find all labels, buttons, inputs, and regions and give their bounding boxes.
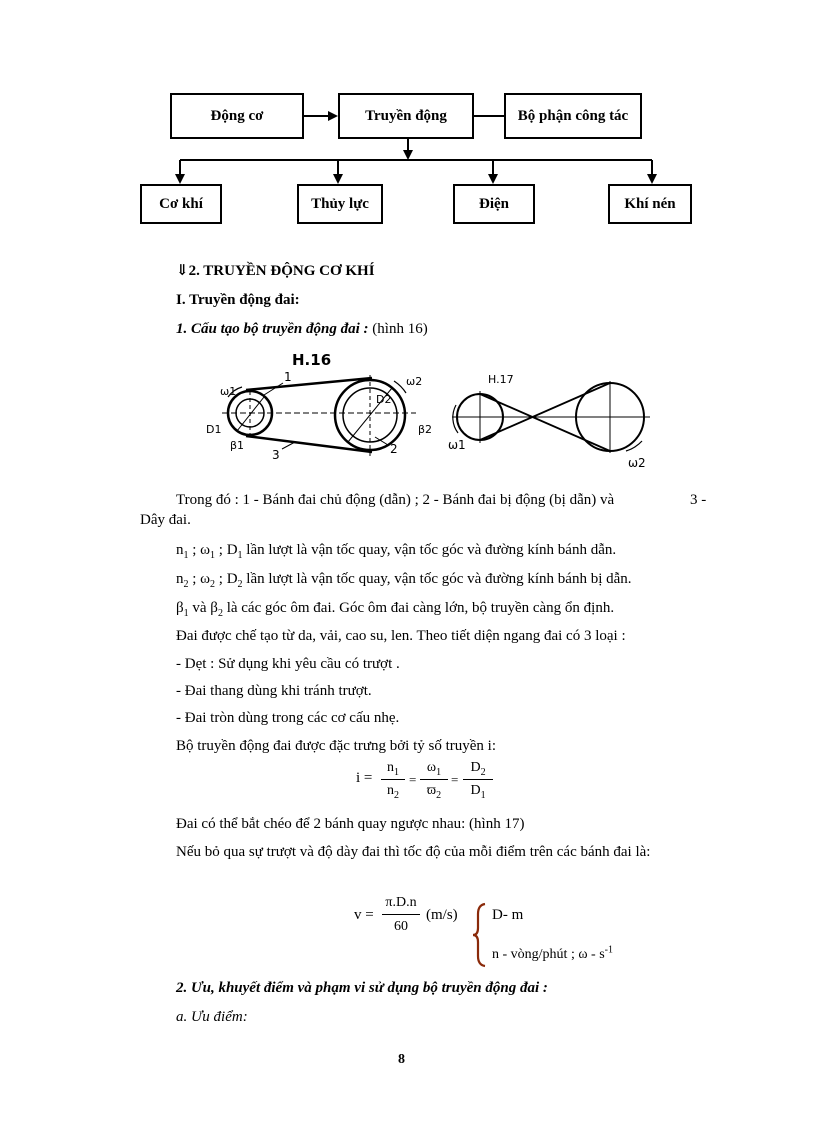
item1-title: 1. Cấu tạo bộ truyền động đai : (176, 321, 369, 337)
frac-n-num: $n_1$ (387, 760, 399, 778)
formula-v-den: 60 (394, 919, 408, 934)
frac-w-den: $ϖ_2$ (426, 783, 442, 801)
h17-omega1: ω1 (448, 438, 466, 452)
h16-label-3: 3 (272, 448, 280, 462)
h16-label-1: 1 (284, 370, 292, 384)
n2-line: $n_2$ ; $\omega_2$ ; $D_2$ lần lượt là vận tốc quay, vận tốc góc và đường kính bánh bị dẫn. (176, 571, 632, 590)
belt-lower (246, 436, 372, 452)
engine-box: Động cơ (170, 93, 304, 139)
diagram-connectors (0, 0, 816, 240)
belt-figures (180, 345, 710, 473)
h16-d2: D2 (376, 393, 392, 406)
formula-eq1: = (409, 772, 417, 787)
formula-v-cond2: n - vòng/phút ; ω - $s^{-1}$ (492, 944, 613, 962)
beta-line: $\beta_1$ và $\beta_2$ là các góc ôm đai. Góc ôm đai càng lớn, bộ truyền càng ổn định. (176, 600, 615, 619)
h16-beta1: β1 (230, 439, 245, 452)
page-number: 8 (398, 1052, 405, 1067)
item2-title: 2. Ưu, khuyết điểm và phạm vi sử dụng bộ truyền động đai : (176, 980, 548, 996)
frac-n-den: $n_2$ (387, 783, 399, 801)
arrow-down-icon (647, 174, 657, 184)
arrow-down-icon (333, 174, 343, 184)
subheading: I. Truyền động đai: (176, 292, 300, 308)
flat-belt-line: - Dẹt : Sử dụng khi yêu cầu có trượt . (176, 656, 400, 672)
type-box-mechanical: Cơ khí (140, 184, 222, 224)
item1-line (176, 320, 428, 338)
arrow-right-icon (328, 111, 338, 121)
round-belt-line: - Đai tròn dùng trong các cơ cấu nhẹ. (176, 710, 400, 726)
type-box-pneumatic: Khí nén (608, 184, 692, 224)
item1-ref: (hình 16) (368, 321, 428, 337)
where-line2: Dây đai. (140, 512, 191, 528)
formula-v-unit: (m/s) (426, 907, 458, 923)
frac-w-num: $\omega_1$ (426, 760, 442, 778)
item2a-title: a. Ưu điểm: (176, 1009, 248, 1025)
section-heading: ⇓2. TRUYỀN ĐỘNG CƠ KHÍ (176, 263, 375, 279)
h16-title: H.16 (292, 351, 332, 369)
cross-belt-b (480, 383, 610, 440)
ratio-intro: Bộ truyền động đai được đặc trưng bởi tỷ số truyền i: (176, 738, 496, 754)
where-num: 3 - (690, 492, 707, 508)
arrow-down-icon (403, 150, 413, 160)
h17-title: H.17 (488, 373, 514, 386)
type-box-hydraulic: Thủy lực (297, 184, 383, 224)
h16-d1: D1 (206, 423, 222, 436)
frac-d-den: $D_1$ (470, 783, 486, 801)
frac-d-num: $D_2$ (470, 760, 486, 778)
type-box-electric: Điện (453, 184, 535, 224)
speed-intro: Nếu bỏ qua sự trượt và độ dày đai thì tốc độ của mỗi điểm trên các bánh đai là: (176, 844, 651, 860)
formula-v-cond1: D- m (492, 907, 524, 923)
curly-brace-icon (472, 902, 488, 968)
working-part-box: Bộ phận công tác (504, 93, 642, 139)
formula-eq2: = (451, 772, 459, 787)
h16-beta2: β2 (418, 423, 433, 436)
n1-line: $n_1$ ; $\omega_1$ ; $D_1$ lần lượt là vận tốc quay, vận tốc góc và đường kính bánh dẫn. (176, 542, 617, 561)
v-belt-line: - Đai thang dùng khi tránh trượt. (176, 683, 372, 699)
where-line1: Trong đó : 1 - Bánh đai chủ động (dẫn) ; 2 - Bánh đai bị động (bị dẫn) và (176, 492, 615, 508)
formula-v-lhs: v = (354, 907, 374, 923)
h16-label-2: 2 (390, 442, 398, 456)
cross-belt-a (480, 394, 610, 451)
h17-omega2: ω2 (628, 456, 646, 470)
transmission-box: Truyền động (338, 93, 474, 139)
h16-omega2: ω2 (406, 375, 423, 388)
arrow-down-icon (488, 174, 498, 184)
cross-belt-line: Đai có thể bắt chéo để 2 bánh quay ngược nhau: (hình 17) (176, 816, 525, 832)
formula-i-lhs: i = (356, 770, 373, 786)
arrow-down-icon (175, 174, 185, 184)
material-line: Đai được chế tạo từ da, vải, cao su, len. Theo tiết diện ngang đai có 3 loại : (176, 628, 626, 644)
formula-v-num: π.D.n (385, 895, 417, 910)
h16-omega1: ω1 (220, 385, 237, 398)
